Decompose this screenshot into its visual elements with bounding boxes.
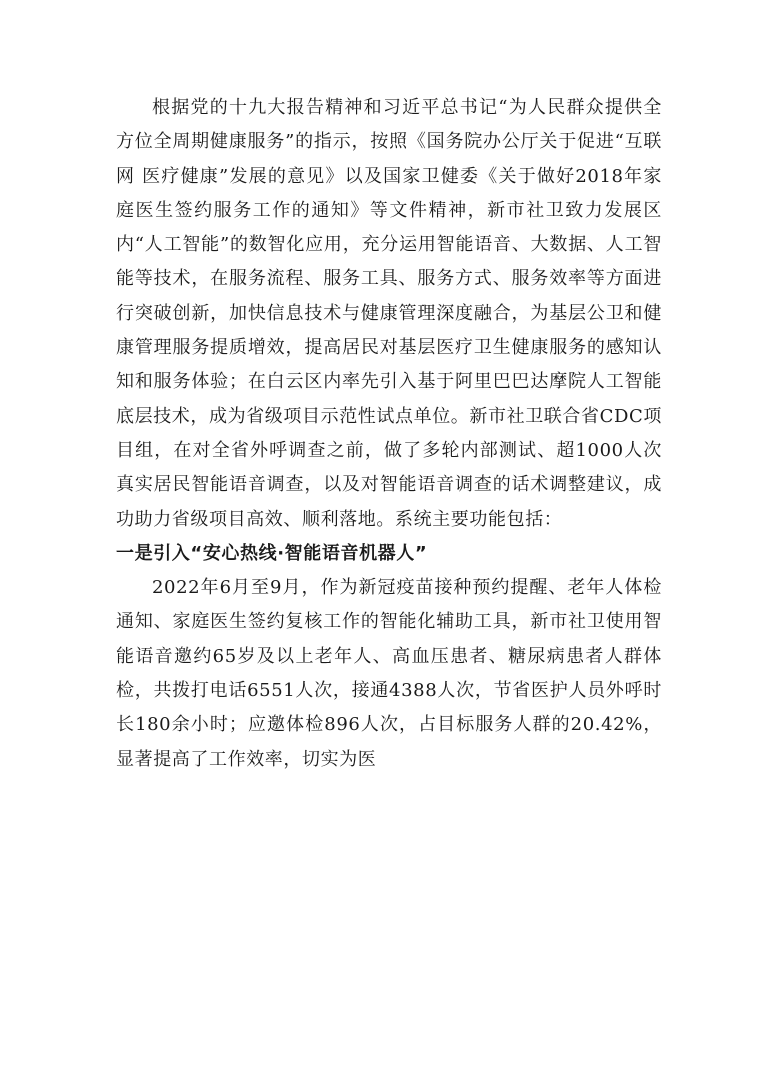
body-paragraph: 根据党的十九大报告精神和习近平总书记“为人民群众提供全方位全周期健康服务”的指示，按照《国务院办公厅关于促进“互联网 医疗健康”发展的意见》以及国家卫健委《关于做好2018年家庭医生签约服务工作的通知》等文件精神，新市社卫致力发展区内“人工智能”的数智化应用，充分运用智能语音、大数据、人工智能等技术，在服务流程、服务工具、服务方式、服务效率等方面进行突破创新，加快信息技术与健康管理深度融合，为基层公卫和健康管理服务提质增效，提高居民对基层医疗卫生健康服务的感知认知和服务体验；在白云区内率先引入基于阿里巴巴达摩院人工智能底层技术，成为省级项目示范性试点单位。新市社卫联合省CDC项目组，在对全省外呼调查之前，做了多轮内部测试、超1000人次真实居民智能语音调查，以及对智能语音调查的话术调整建议，成功助力省级项目高效、顺利落地。系统主要功能包括： — [116, 97, 662, 530]
body-paragraph: 2022年6月至9月，作为新冠疫苗接种预约提醒、老年人体检通知、家庭医生签约复核工作的智能化辅助工具，新市社卫使用智能语音邀约65岁及以上老年人、高血压患者、糖尿病患者人群体检，共拨打电话6551人次，接通4388人次，节省医护人员外呼时长180余小时；应邀体检896人次，占目标服务人群的20.42%，显著提高了工作效率，切实为医 — [116, 577, 662, 770]
document-page — [116, 91, 662, 777]
section-heading: 一是引入“安心热线·智能语音机器人” — [116, 542, 428, 564]
